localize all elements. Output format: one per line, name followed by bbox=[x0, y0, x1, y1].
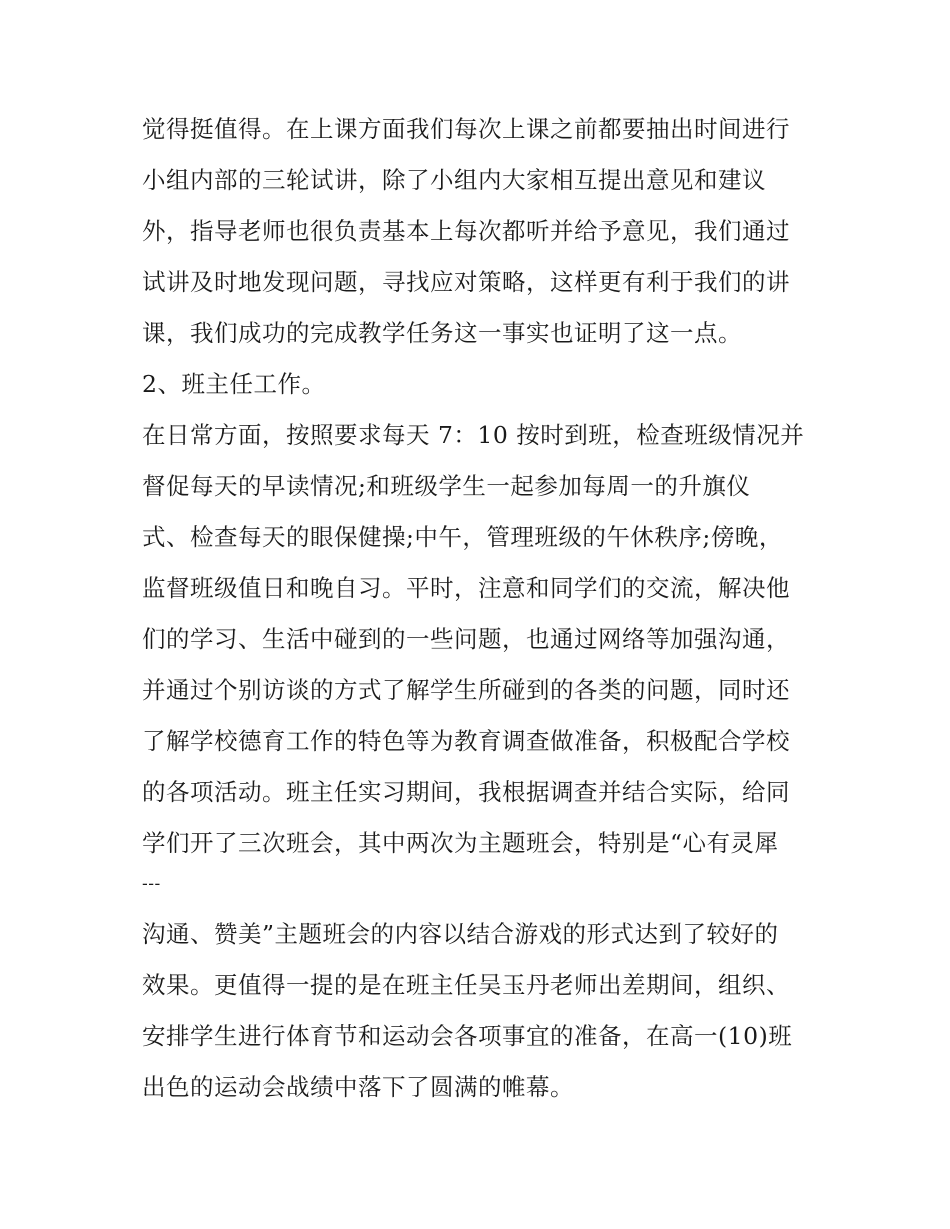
dash-separator: --- bbox=[142, 874, 161, 894]
text-line: 监督班级值日和晚自习。平时，注意和同学们的交流，解决他 bbox=[142, 574, 790, 602]
text-line: 出色的运动会战绩中落下了圆满的帷幕。 bbox=[142, 1073, 574, 1101]
text-line: 的各项活动。班主任实习期间，我根据调查并结合实际，给同 bbox=[142, 778, 790, 806]
text-line: 督促每天的早读情况;和班级学生一起参加每周一的升旗仪 bbox=[142, 472, 751, 500]
text-line: 外，指导老师也很负责基本上每次都听并给予意见，我们通过 bbox=[142, 217, 790, 245]
text-line: 觉得挺值得。在上课方面我们每次上课之前都要抽出时间进行 bbox=[142, 115, 790, 143]
text-line: 学们开了三次班会，其中两次为主题班会，特别是“心有灵犀 bbox=[142, 829, 779, 857]
text-line: 安排学生进行体育节和运动会各项事宜的准备，在高一(10)班 bbox=[142, 1022, 793, 1050]
text-line: 式、检查每天的眼保健操;中午，管理班级的午休秩序;傍晚， bbox=[142, 523, 783, 551]
text-line: 了解学校德育工作的特色等为教育调查做准备，积极配合学校 bbox=[142, 727, 790, 755]
text-line: 在日常方面，按照要求每天 7：10 按时到班，检查班级情况并 bbox=[142, 421, 805, 449]
text-line: 沟通、赞美”主题班会的内容以结合游戏的形式达到了较好的 bbox=[142, 920, 779, 948]
text-line: 们的学习、生活中碰到的一些问题，也通过网络等加强沟通， bbox=[142, 625, 790, 653]
text-line: 效果。更值得一提的是在班主任吴玉丹老师出差期间，组织、 bbox=[142, 971, 790, 999]
section-heading: 2、班主任工作。 bbox=[142, 370, 326, 398]
text-line: 试讲及时地发现问题，寻找应对策略，这样更有利于我们的讲 bbox=[142, 268, 790, 296]
text-line: 课，我们成功的完成教学任务这一事实也证明了这一点。 bbox=[142, 319, 742, 347]
text-line: 并通过个别访谈的方式了解学生所碰到的各类的问题，同时还 bbox=[142, 676, 790, 704]
text-line: 小组内部的三轮试讲，除了小组内大家相互提出意见和建议 bbox=[142, 166, 766, 194]
